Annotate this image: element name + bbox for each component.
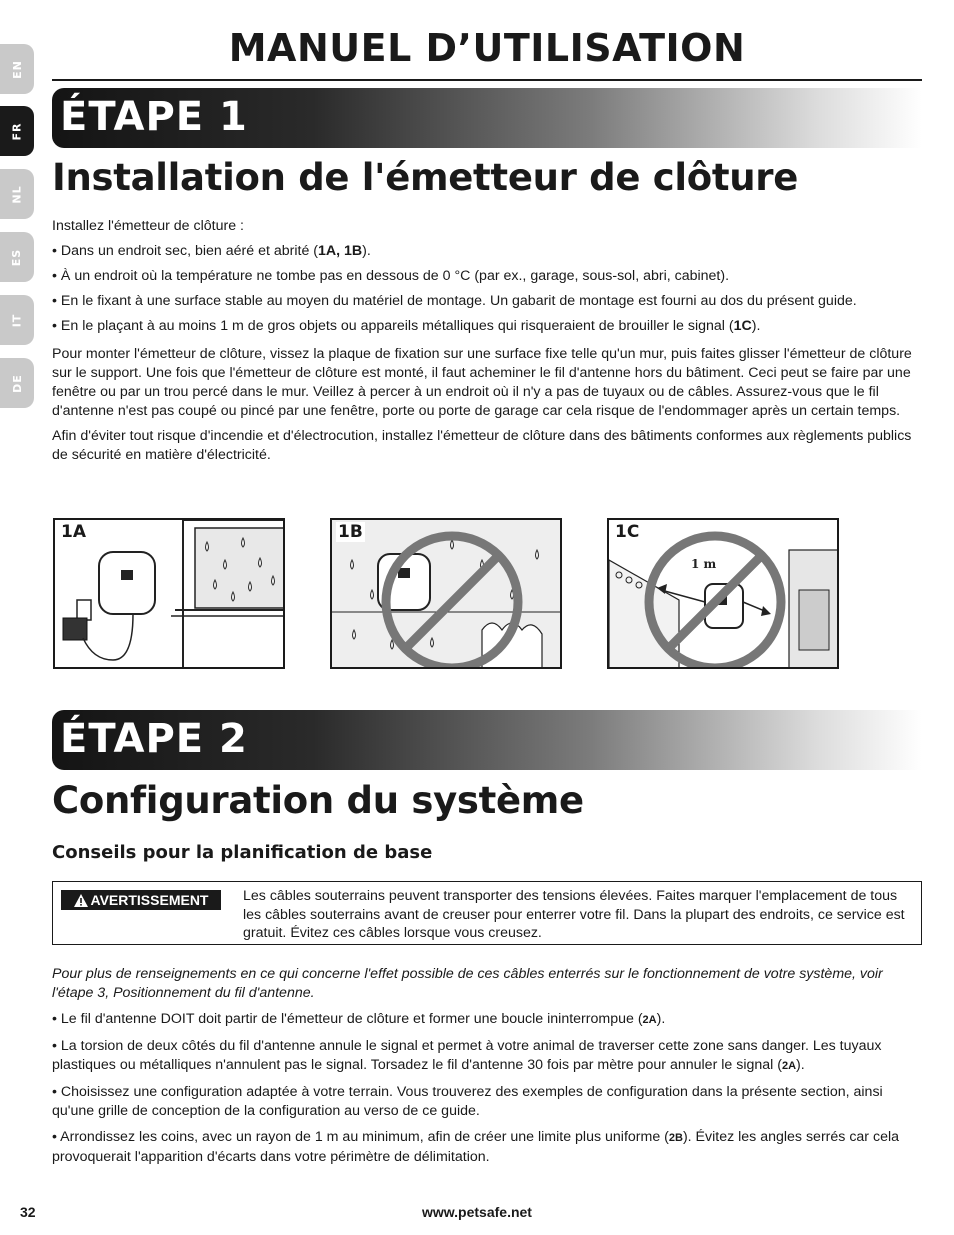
figure-ref: 1A, 1B (318, 243, 363, 259)
lang-tab-it[interactable] (0, 295, 34, 345)
figure-ref: 1C (733, 318, 752, 334)
step1-intro: Installez l'émetteur de clôture : (52, 218, 244, 234)
step2-note (52, 965, 922, 1003)
figure-ref: 2A (781, 1060, 797, 1072)
figure-1a-illustration (55, 520, 285, 669)
lang-tab-label: DE (10, 373, 24, 393)
figure-1a (53, 518, 285, 669)
page-number: 32 (20, 1204, 36, 1220)
warning-label: AVERTISSEMENT (90, 892, 209, 908)
step1-bar (52, 88, 922, 148)
lang-tab-label: IT (10, 313, 24, 327)
lang-tab-label: FR (10, 122, 24, 140)
step2-bullet (52, 1083, 922, 1121)
figure-1b-illustration (332, 520, 562, 669)
header-divider (52, 79, 922, 81)
bullet-end: ). (751, 318, 761, 334)
bullet-text: • Arrondissez les coins, avec un rayon de 1 m au minimum, afin de créer une limite plus uniforme ( (52, 1129, 669, 1145)
bullet-text: • Le fil d'antenne DOIT doit partir de l'émetteur de clôture et former une boucle ininterrompue ( (52, 1011, 643, 1027)
bullet-text: • Choisissez une configuration adaptée à votre terrain. Vous trouverez des exemples de configuration dans la présente section, ainsi qu'une grille de conception de la configuration au verso de ce guide. (52, 1084, 883, 1119)
warning-badge (61, 890, 221, 910)
bullet-text: • En le fixant à une surface stable au moyen du matériel de montage. Un gabarit de montage est fourni au dos du présent guide. (52, 293, 857, 309)
bullet-end: ). Évitez les angles serrés car cela provoquerait l'apparition d'écarts dans votre périmètre de délimitation. (52, 1129, 900, 1165)
step1-label: ÉTAPE 1 (60, 94, 248, 140)
step2-bar (52, 710, 922, 770)
italic-note: Pour plus de renseignements en ce qui concerne l'effet possible de ces câbles enterrés sur le fonctionnement de votre système, voir l'étape 3, Positionnement du fil d'antenne. (52, 966, 883, 1001)
figure-label: 1C (615, 522, 640, 542)
bullet-text: • La torsion de deux côtés du fil d'antenne annule le signal et permet à votre animal de traverser cette zone sans danger. Les tuyaux plastiques ou métalliques n'annulent pas le signal. Torsadez le fil d'antenne 30 fois par mètre pour annuler le signal ( (52, 1038, 882, 1073)
figure-label: 1A (61, 522, 86, 542)
bullet-text: • En le plaçant à au moins 1 m de gros objets ou appareils métalliques qui risqueraient de brouiller le signal ( (52, 318, 734, 334)
lang-tab-label: EN (10, 59, 24, 79)
lang-tab-en[interactable] (0, 44, 34, 94)
lang-tab-label: NL (10, 184, 24, 204)
distance-label: 1 m (691, 557, 717, 571)
bullet-end: ). (796, 1057, 805, 1073)
step2-title: Configuration du système (52, 779, 584, 822)
lang-tab-es[interactable] (0, 232, 34, 282)
warning-text: Les câbles souterrains peuvent transporter des tensions élevées. Faites marquer l'emplacement de tous les câbles souterrains avant de creuser pour enterrer votre fil. Dans la plupart des endroits, ce service est gratuit. Évitez ces câbles lorsque vous creusez. (243, 888, 905, 941)
step1-bullet (52, 242, 922, 261)
step1-paragraph: Pour monter l'émetteur de clôture, vissez la plaque de fixation sur une surface fixe telle qu'un mur, puis faites glisser l'émetteur de clôture sur le support. Une fois que l'émetteur de clôture est monté, il faut acheminer le fil d'antenne hors du bâtiment. Ceci peut se faire par une fenêtre ou par un trou percé dans le mur. Veillez à percer à un endroit où il n'y a pas de tuyaux ou de câbles. Assurez-vous que le fil d'antenne n'est pas coupé ou pincé par une fenêtre, porte ou porte de garage car cela risque de l'endommager après un certain temps. (52, 346, 912, 419)
warning-box (52, 881, 922, 945)
figure-1c (607, 518, 839, 669)
warning-triangle-icon (74, 894, 88, 907)
step1-title: Installation de l'émetteur de clôture (52, 156, 799, 199)
footer-url[interactable]: www.petsafe.net (422, 1204, 532, 1220)
figure-1c-illustration (609, 520, 839, 669)
step1-paragraph: Afin d'éviter tout risque d'incendie et d'électrocution, installez l'émetteur de clôture dans des bâtiments conformes aux règlements publics de sécurité en matière d'électricité. (52, 428, 912, 463)
step2-bullet (52, 1128, 922, 1167)
lang-tab-nl[interactable] (0, 169, 34, 219)
page-header: MANUEL D’UTILISATION (228, 26, 746, 70)
step2-bullet (52, 1010, 922, 1030)
bullet-text: • À un endroit où la température ne tombe pas en dessous de 0 °C (par ex., garage, sous-sol, abri, cabinet). (52, 268, 730, 284)
step1-bullet (52, 267, 922, 286)
step2-body (52, 965, 922, 1167)
figure-ref: 2B (668, 1132, 683, 1144)
figure-1b (330, 518, 562, 669)
step1-bullet (52, 317, 922, 336)
lang-tab-fr[interactable] (0, 106, 34, 156)
lang-tab-label: ES (10, 248, 24, 266)
step1-body (52, 217, 922, 465)
bullet-text: • Dans un endroit sec, bien aéré et abrité ( (52, 243, 319, 259)
figure-ref: 2A (642, 1014, 657, 1026)
bullet-end: ). (656, 1011, 666, 1027)
figure-label: 1B (338, 522, 363, 542)
step2-bullet (52, 1037, 922, 1076)
bullet-end: ). (362, 243, 371, 259)
step2-label: ÉTAPE 2 (60, 716, 248, 762)
step2-subtitle: Conseils pour la planification de base (52, 842, 433, 863)
lang-tab-de[interactable] (0, 358, 34, 408)
step1-bullet (52, 292, 922, 311)
